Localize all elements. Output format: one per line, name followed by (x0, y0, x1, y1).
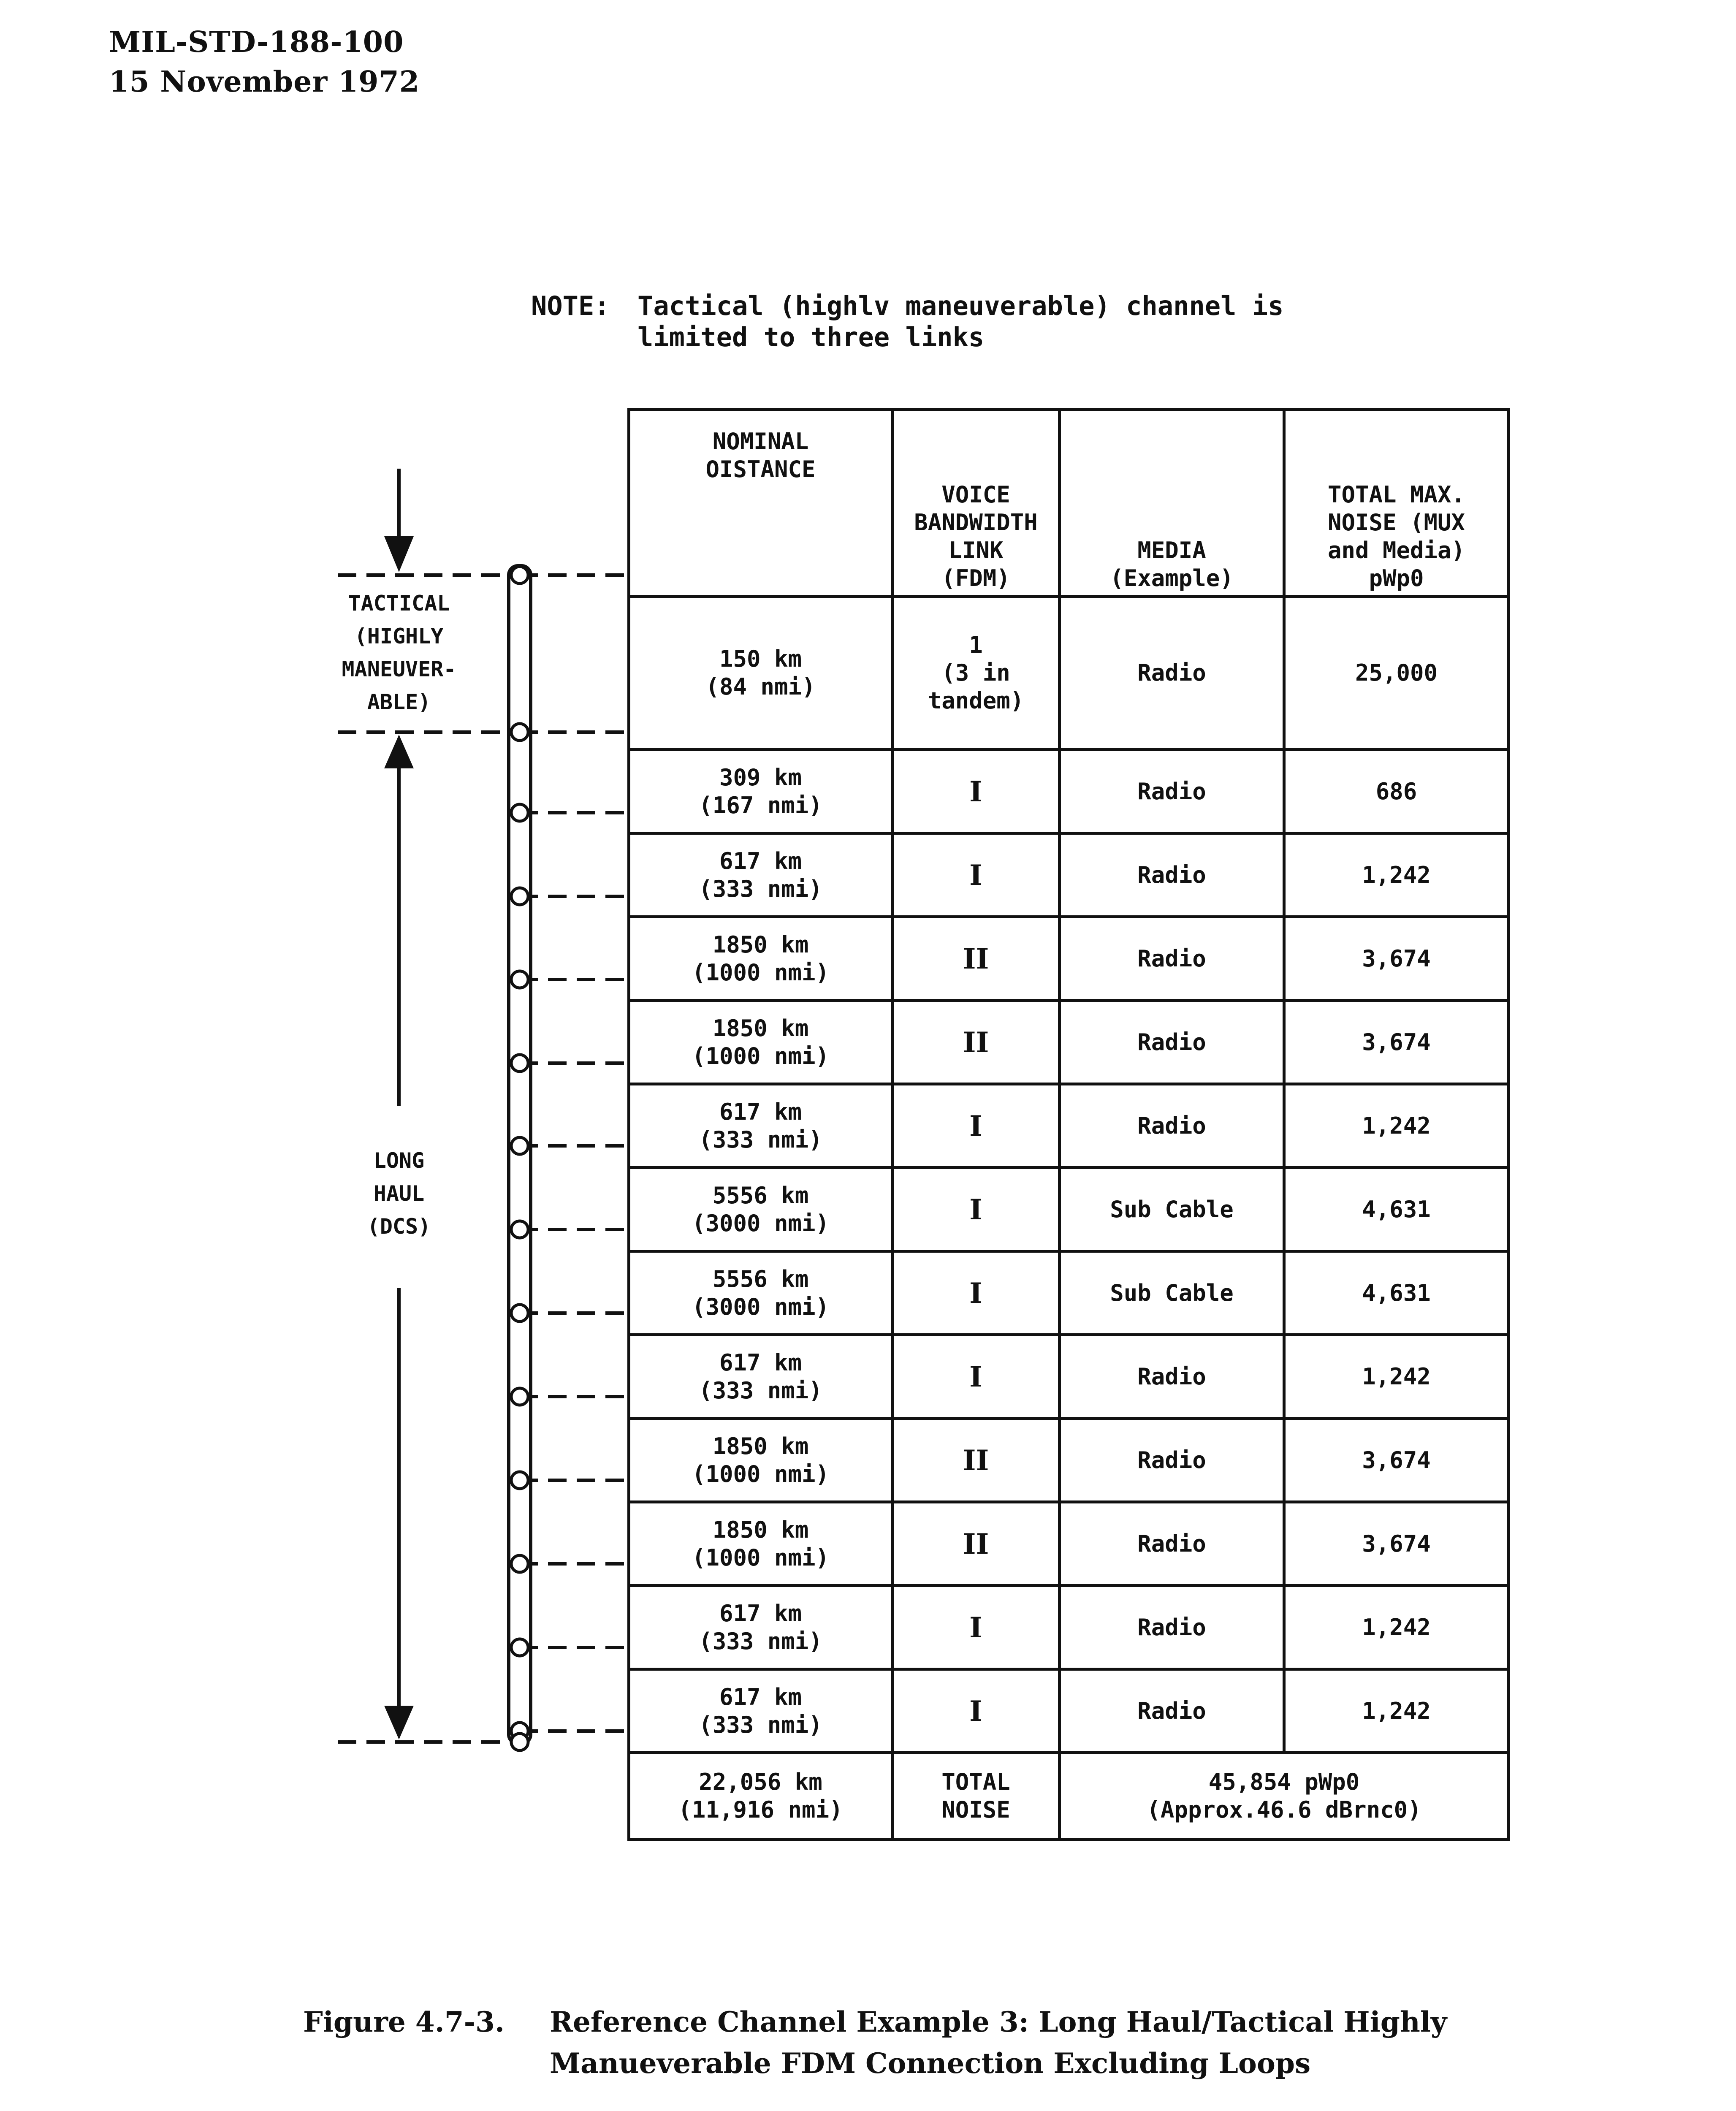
distance-nmi: (333 nmi) (699, 875, 822, 902)
distance-nmi: (333 nmi) (699, 1628, 822, 1655)
distance-km: 617 km (719, 847, 802, 874)
cell-link: II (892, 1001, 1060, 1084)
tactical-label (329, 587, 469, 719)
table-row (629, 1001, 1509, 1084)
cell-distance (629, 1084, 892, 1168)
total-nmi: (11,916 nmi) (678, 1796, 843, 1823)
cell-distance (629, 597, 892, 750)
table-row (629, 1502, 1509, 1586)
cell-noise: 1,242 (1284, 1669, 1509, 1753)
cell-link: I (892, 1251, 1060, 1335)
distance-nmi: (3000 nmi) (692, 1293, 830, 1320)
note-line-1: Tactical (highlv maneuverable) channel is (637, 290, 1284, 321)
table-row (629, 1669, 1509, 1753)
total-label-line: TOTAL (941, 1769, 1010, 1795)
distance-km: 617 km (719, 1600, 802, 1627)
tactical-down-arrowhead (384, 536, 414, 572)
distance-km: 1850 km (712, 1015, 809, 1042)
distance-km: 1850 km (712, 931, 809, 958)
cell-noise: 1,242 (1284, 1084, 1509, 1168)
cell-media: Radio (1060, 917, 1284, 1001)
cell-distance (629, 1586, 892, 1669)
distance-km: 309 km (719, 764, 802, 791)
header-voice-link (892, 410, 1060, 597)
long-haul-up-arrowhead (384, 735, 414, 768)
cell-media: Radio (1060, 833, 1284, 917)
tactical-label-line: (HIGHLY (354, 624, 444, 648)
distance-km: 617 km (719, 1098, 802, 1125)
cell-total-distance (629, 1753, 892, 1840)
cell-media: Radio (1060, 597, 1284, 750)
cell-link: I (892, 1586, 1060, 1669)
cell-distance (629, 1251, 892, 1335)
table-row (629, 1251, 1509, 1335)
link-line: tandem) (928, 687, 1024, 714)
header-line: LINK (948, 537, 1004, 564)
table-row-total (629, 1753, 1509, 1840)
cell-noise: 686 (1284, 750, 1509, 833)
cell-link (892, 597, 1060, 750)
header-line: NOISE (MUX (1327, 509, 1465, 536)
header-nominal-distance (629, 410, 892, 597)
header-line: NOMINAL (712, 428, 809, 455)
distance-nmi: (1000 nmi) (692, 1042, 830, 1069)
cell-noise: 4,631 (1284, 1168, 1509, 1251)
cell-media: Radio (1060, 1084, 1284, 1168)
figure-caption (303, 2001, 1447, 2084)
long-haul-down-arrowhead (384, 1706, 414, 1739)
cell-noise: 3,674 (1284, 917, 1509, 1001)
cell-noise: 1,242 (1284, 1335, 1509, 1419)
cell-media: Sub Cable (1060, 1168, 1284, 1251)
header-line: TOTAL MAX. (1327, 481, 1465, 508)
cell-link: I (892, 1084, 1060, 1168)
figure-number: Figure 4.7-3. (303, 2005, 505, 2038)
long-haul-label (355, 1144, 443, 1243)
distance-nmi: (333 nmi) (699, 1126, 822, 1153)
distance-km: 5556 km (712, 1265, 809, 1292)
long-haul-label-line: LONG (373, 1148, 425, 1173)
cell-distance (629, 833, 892, 917)
document-date: 15 November 1972 (109, 65, 420, 99)
note-label: NOTE: (531, 290, 610, 321)
cell-link: I (892, 1669, 1060, 1753)
cell-distance (629, 1502, 892, 1586)
link-line: (3 in (941, 659, 1010, 686)
long-haul-label-line: (DCS) (367, 1214, 431, 1239)
cell-link: II (892, 1419, 1060, 1502)
header-line: (Example) (1110, 565, 1234, 592)
cell-noise: 1,242 (1284, 833, 1509, 917)
caption-line-2: Manueverable FDM Connection Excluding Loops (550, 2047, 1311, 2080)
total-value-line: 45,854 pWp0 (1208, 1769, 1360, 1795)
cell-media: Radio (1060, 1586, 1284, 1669)
tactical-label-line: TACTICAL (348, 591, 450, 616)
header-line: OISTANCE (705, 456, 816, 483)
table-row (629, 1168, 1509, 1251)
distance-nmi: (84 nmi) (705, 673, 816, 700)
distance-nmi: (1000 nmi) (692, 1544, 830, 1571)
cell-link: I (892, 1335, 1060, 1419)
cell-distance (629, 917, 892, 1001)
tactical-label-line: MANEUVER- (342, 657, 456, 681)
cell-noise: 3,674 (1284, 1419, 1509, 1502)
cell-distance (629, 1335, 892, 1419)
cell-distance (629, 750, 892, 833)
table-row (629, 1084, 1509, 1168)
document-id: MIL-STD-188-100 (109, 25, 404, 59)
total-km: 22,056 km (699, 1769, 822, 1795)
total-value-line: (Approx.46.6 dBrnc0) (1147, 1796, 1421, 1823)
header-line: pWp0 (1369, 565, 1424, 592)
cell-noise: 3,674 (1284, 1001, 1509, 1084)
header-line: BANDWIDTH (914, 509, 1038, 536)
cell-link: I (892, 1168, 1060, 1251)
distance-km: 617 km (719, 1349, 802, 1376)
cell-distance (629, 1168, 892, 1251)
link-line: 1 (969, 632, 983, 658)
distance-km: 5556 km (712, 1182, 809, 1209)
table-row (629, 1419, 1509, 1502)
table-row (629, 1586, 1509, 1669)
header-line: VOICE (941, 481, 1010, 508)
cell-media: Radio (1060, 1001, 1284, 1084)
cell-noise: 1,242 (1284, 1586, 1509, 1669)
table-row (629, 1335, 1509, 1419)
header-total-noise (1284, 410, 1509, 597)
caption-line-1: Reference Channel Example 3: Long Haul/Tactical Highly (550, 2005, 1447, 2038)
cell-distance (629, 1001, 892, 1084)
header-line: MEDIA (1137, 537, 1206, 564)
cell-distance (629, 1669, 892, 1753)
distance-nmi: (333 nmi) (699, 1711, 822, 1738)
cell-link: I (892, 833, 1060, 917)
table-row (629, 917, 1509, 1001)
distance-nmi: (333 nmi) (699, 1377, 822, 1404)
header-line: (FDM) (941, 565, 1010, 592)
cell-noise: 4,631 (1284, 1251, 1509, 1335)
note-line-2: limited to three links (637, 322, 985, 353)
cell-distance (629, 1419, 892, 1502)
distance-nmi: (167 nmi) (699, 792, 822, 819)
table-row-tactical (629, 597, 1509, 750)
distance-nmi: (3000 nmi) (692, 1210, 830, 1237)
cell-link: II (892, 1502, 1060, 1586)
long-haul-label-line: HAUL (373, 1181, 425, 1206)
header-line: and Media) (1327, 537, 1465, 564)
tactical-label-line: ABLE) (367, 690, 431, 714)
distance-km: 617 km (719, 1683, 802, 1710)
cell-media: Radio (1060, 1419, 1284, 1502)
cell-noise: 3,674 (1284, 1502, 1509, 1586)
reference-channel-table (627, 408, 1510, 1841)
cell-media: Radio (1060, 1502, 1284, 1586)
cell-link: I (892, 750, 1060, 833)
cell-media: Sub Cable (1060, 1251, 1284, 1335)
distance-km: 150 km (719, 646, 802, 672)
total-label-line: NOISE (941, 1796, 1010, 1823)
distance-nmi: (1000 nmi) (692, 1460, 830, 1487)
table-row (629, 833, 1509, 917)
cell-total-label (892, 1753, 1060, 1840)
cell-noise: 25,000 (1284, 597, 1509, 750)
chain-nodes (511, 567, 528, 1750)
distance-km: 1850 km (712, 1516, 809, 1543)
distance-km: 1850 km (712, 1433, 809, 1460)
distance-nmi: (1000 nmi) (692, 959, 830, 986)
cell-link: II (892, 917, 1060, 1001)
cell-media: Radio (1060, 750, 1284, 833)
cell-media: Radio (1060, 1335, 1284, 1419)
table-row (629, 750, 1509, 833)
cell-total-value (1060, 1753, 1509, 1840)
header-media (1060, 410, 1284, 597)
cell-media: Radio (1060, 1669, 1284, 1753)
